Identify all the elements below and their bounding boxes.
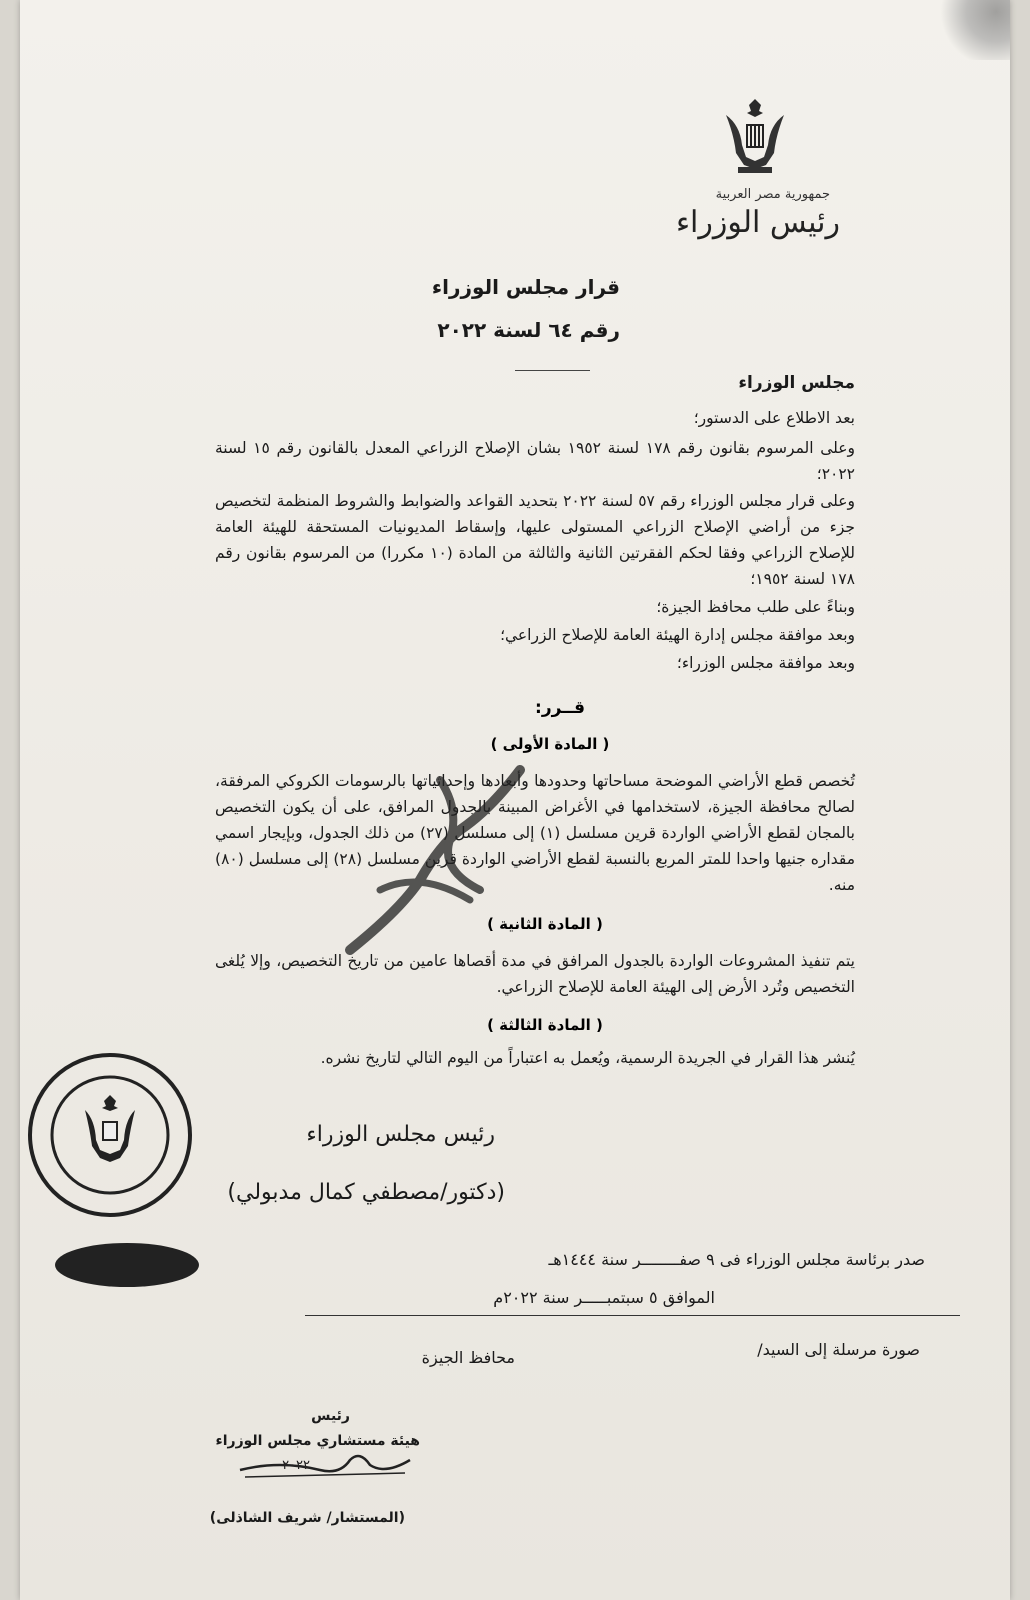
preamble-cabinet-approval: وبعد موافقة مجلس الوزراء؛ [676,654,855,672]
article1-text: تُخصص قطع الأراضي الموضحة مساحاتها وحدودها وأبعادها وإحداثياتها بالرسومات الكروكي المرفقة، لصالح محافظة الجيزة، لاستخدامها في الأغراض المبينة بالجدول المرافق، على أن يكون التخصيص بالمجان لقطع الأراضي الواردة قرين مسلسل (١) إلى مسلسل (٢٧) من ذلك الجدول، وبإيجار اسمي مقداره جنيها واحدا للمتر المربع بالنسبة لقطع الأراضي الواردة قرين مسلسل (٢٨) إلى مسلسل (٨٠) منه. [215,772,855,894]
preamble-heading: مجلس الوزراء [738,373,855,393]
footer-divider [305,1315,960,1316]
scan-shadow [940,0,1010,60]
preamble-constitution: بعد الاطلاع على الدستور؛ [693,409,855,427]
article2-text: يتم تنفيذ المشروعات الواردة بالجدول المرافق في مدة أقصاها عامين من تاريخ التخصيص، وإلا يُلغى التخصيص وتُرد الأرض إلى الهيئة العامة للإصلاح الزراعي. [215,952,855,996]
signatory-name: (دكتور/مصطفي كمال مدبولي) [227,1180,505,1205]
issued-date-hijri: صدر برئاسة مجلس الوزراء فى ٩ صفــــــــر سنة ١٤٤٤هـ [548,1250,925,1269]
decree-number: رقم ٦٤ لسنة ٢٠٢٢ [437,318,620,342]
copy-to: صورة مرسلة إلى السيد/ [757,1340,920,1359]
ink-blot-icon [52,1240,202,1290]
handwritten-stamp-icon [320,760,540,960]
article3-text: يُنشر هذا القرار في الجريدة الرسمية، ويُعمل به اعتباراً من اليوم التالي لتاريخ نشره. [320,1049,855,1067]
counsel-body-name: هيئة مستشاري مجلس الوزراء [215,1433,420,1449]
article3-title: ( المادة الثالثة ) [487,1016,603,1034]
preamble-law-178: وعلى المرسوم بقانون رقم ١٧٨ لسنة ١٩٥٢ بشان الإصلاح الزراعي المعدل بالقانون رقم ١٥ لسنة ٢٠٢٢؛ [215,439,855,483]
preamble-request: وبناءً على طلب محافظ الجيزة؛ [656,598,855,616]
letterhead-country: جمهورية مصر العربية [715,187,830,202]
eagle-emblem-icon [720,95,790,175]
counsel-head-title: رئيس [311,1408,350,1424]
decree-title: قرار مجلس الوزراء [431,275,620,299]
issued-date-gregorian: الموافق ٥ سبتمبـــــر سنة ٢٠٢٢م [493,1288,715,1307]
copy-recipient: محافظ الجيزة [421,1348,515,1367]
letterhead-office: رئيس الوزراء [675,205,840,240]
document-page [20,0,1010,1600]
decision-heading: قــرر: [535,698,585,718]
signature-scribble-icon [235,1445,415,1485]
counsel-advisor-name: (المستشار/ شريف الشاذلى) [209,1510,405,1526]
official-seal-icon [20,1050,210,1230]
counsel-year: ٢٠٢٢ [282,1458,310,1473]
article2-title: ( المادة الثانية ) [487,915,603,933]
preamble-decree-57: وعلى قرار مجلس الوزراء رقم ٥٧ لسنة ٢٠٢٢ بتحديد القواعد والضوابط والشروط المنظمة لتخصيص جزء من أراضي الإصلاح الزراعي المستولى عليها، وإسقاط المديونيات المستحقة للهيئة العامة للإصلاح الزراعي وفقا لحكم الفقرتين الثانية والثالثة من المادة (١٠ مكررا) من المرسوم بقانون رقم ١٧٨ لسنة ١٩٥٢؛ [215,492,856,588]
article1-title: ( المادة الأولى ) [490,735,610,753]
preamble-board-approval: وبعد موافقة مجلس إدارة الهيئة العامة للإصلاح الزراعي؛ [500,626,855,644]
signatory-title: رئيس مجلس الوزراء [306,1122,495,1147]
